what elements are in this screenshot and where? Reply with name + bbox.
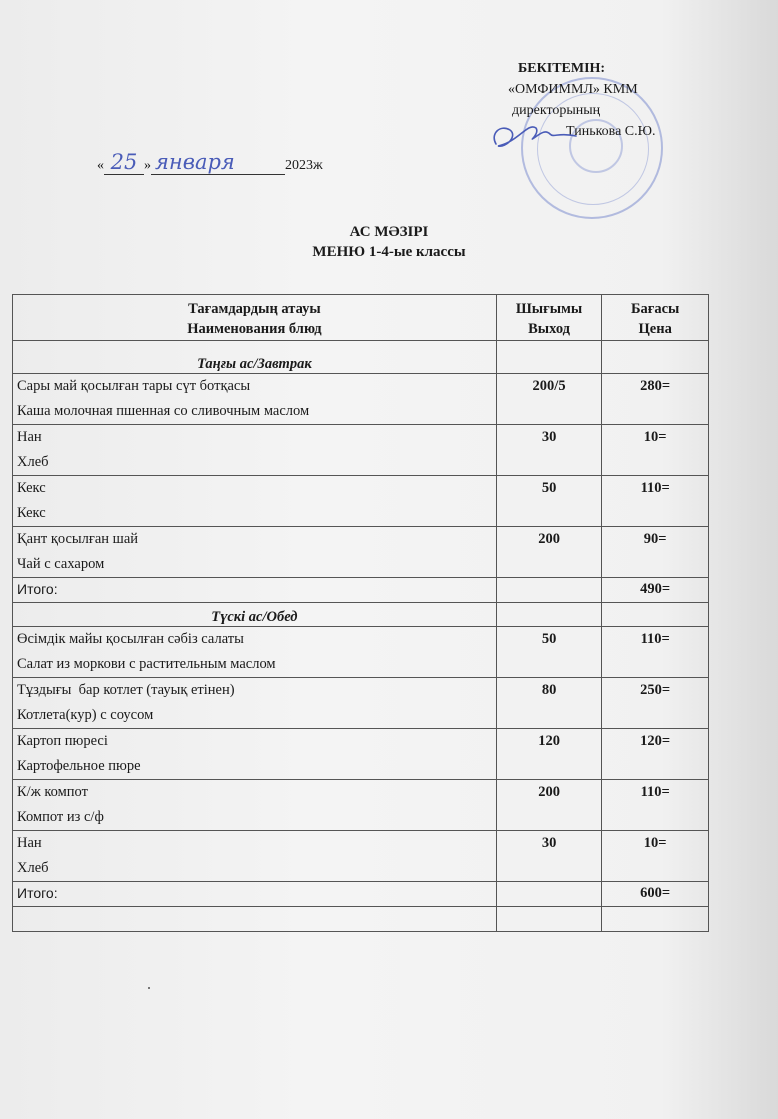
- total-label: Итого:: [13, 578, 497, 603]
- date-day: 25: [104, 150, 144, 175]
- section-row-lunch: [13, 603, 709, 627]
- dish-name-kz: Нан: [17, 429, 42, 445]
- empty-cell: [496, 907, 602, 932]
- dish-yield: 30: [496, 831, 602, 882]
- total-row-breakfast: [13, 578, 709, 603]
- table-row: [13, 425, 709, 476]
- dish-yield: 50: [496, 627, 602, 678]
- dish-name-ru: Котлета(кур) с соусом: [17, 707, 154, 723]
- table-row: [13, 476, 709, 527]
- menu-title-ru: МЕНЮ 1-4-ые классы: [312, 244, 466, 260]
- section-empty-cell: [496, 341, 602, 374]
- paper-speck: [148, 987, 150, 989]
- dish-name-kz: Тұздығы бар котлет (тауық етінен): [17, 682, 235, 698]
- dish-name: [13, 476, 497, 527]
- dish-price: 110=: [602, 627, 709, 678]
- dish-yield: 200: [496, 527, 602, 578]
- approval-organization: «ОМФИММЛ» КММ: [508, 82, 638, 97]
- signature: [488, 116, 578, 156]
- dish-price: 10=: [602, 831, 709, 882]
- dish-name-kz: Картоп пюресі: [17, 733, 108, 749]
- approval-name: Тинькова С.Ю.: [566, 124, 656, 139]
- menu-table: [12, 294, 709, 932]
- date-year: 2023ж: [285, 158, 323, 173]
- dish-name-ru: Хлеб: [17, 860, 49, 876]
- dish-name-ru: Салат из моркови с растительным маслом: [17, 656, 276, 672]
- section-label-lunch: Түскі ас/Обед: [13, 603, 497, 627]
- dish-name-ru: Кекс: [17, 505, 46, 521]
- total-empty-cell: [496, 578, 602, 603]
- dish-name-kz: Нан: [17, 835, 42, 851]
- dish-name-kz: Сары май қосылған тары сүт ботқасы: [17, 378, 251, 394]
- dish-name: [13, 627, 497, 678]
- section-row-breakfast: [13, 341, 709, 374]
- header-price-kz: Бағасы: [630, 301, 680, 317]
- dish-name: [13, 425, 497, 476]
- table-row-empty: [13, 907, 709, 932]
- total-value: 490=: [602, 578, 709, 603]
- approval-director: директорының: [512, 103, 601, 118]
- dish-price: 250=: [602, 678, 709, 729]
- header-price: [602, 295, 709, 341]
- dish-price: 110=: [602, 780, 709, 831]
- header-yield: [496, 295, 602, 341]
- date-close-quote: »: [144, 158, 151, 173]
- dish-name-kz: Өсімдік майы қосылған сәбіз салаты: [17, 631, 244, 647]
- table-row: [13, 780, 709, 831]
- dish-name: [13, 729, 497, 780]
- dish-name-kz: К/ж компот: [17, 784, 88, 800]
- header-name: [13, 295, 497, 341]
- dish-name-ru: Каша молочная пшенная со сливочным маслом: [17, 403, 310, 419]
- table-row: [13, 527, 709, 578]
- section-label-breakfast: Таңғы ас/Завтрак: [13, 341, 497, 374]
- dish-price: 280=: [602, 374, 709, 425]
- section-empty-cell: [496, 603, 602, 627]
- dish-name-ru: Компот из с/ф: [17, 809, 104, 825]
- menu-title-block: [0, 222, 778, 262]
- date-line: [97, 150, 323, 175]
- dish-name: [13, 780, 497, 831]
- table-row: [13, 627, 709, 678]
- total-empty-cell: [496, 882, 602, 907]
- dish-name-ru: Чай с сахаром: [17, 556, 105, 572]
- table-row: [13, 831, 709, 882]
- dish-price: 90=: [602, 527, 709, 578]
- date-open-quote: «: [97, 158, 104, 173]
- dish-yield: 200: [496, 780, 602, 831]
- section-empty-cell: [602, 603, 709, 627]
- table-row: [13, 374, 709, 425]
- dish-yield: 200/5: [496, 374, 602, 425]
- dish-name: [13, 527, 497, 578]
- header-yield-ru: Выход: [528, 321, 570, 337]
- header-name-kz: Тағамдардың атауы: [188, 301, 321, 317]
- total-row-lunch: [13, 882, 709, 907]
- dish-name-ru: Хлеб: [17, 454, 49, 470]
- total-value: 600=: [602, 882, 709, 907]
- dish-name-ru: Картофельное пюре: [17, 758, 141, 774]
- dish-name: [13, 831, 497, 882]
- dish-name: [13, 374, 497, 425]
- dish-name-kz: Кекс: [17, 480, 46, 496]
- approval-title: БЕКІТЕМІН:: [518, 61, 606, 76]
- empty-cell: [13, 907, 497, 932]
- date-month: января: [151, 150, 285, 175]
- dish-price: 120=: [602, 729, 709, 780]
- total-label: Итого:: [13, 882, 497, 907]
- section-empty-cell: [602, 341, 709, 374]
- dish-yield: 30: [496, 425, 602, 476]
- dish-yield: 120: [496, 729, 602, 780]
- table-header-row: [13, 295, 709, 341]
- dish-yield: 80: [496, 678, 602, 729]
- header-name-ru: Наименования блюд: [187, 321, 322, 337]
- dish-price: 10=: [602, 425, 709, 476]
- header-yield-kz: Шығымы: [515, 301, 583, 317]
- menu-title-kz: АС МӘЗІРІ: [349, 224, 429, 240]
- empty-cell: [602, 907, 709, 932]
- table-row: [13, 729, 709, 780]
- dish-price: 110=: [602, 476, 709, 527]
- header-price-ru: Цена: [638, 321, 672, 337]
- dish-yield: 50: [496, 476, 602, 527]
- dish-name-kz: Қант қосылған шай: [17, 531, 139, 547]
- table-row: [13, 678, 709, 729]
- dish-name: [13, 678, 497, 729]
